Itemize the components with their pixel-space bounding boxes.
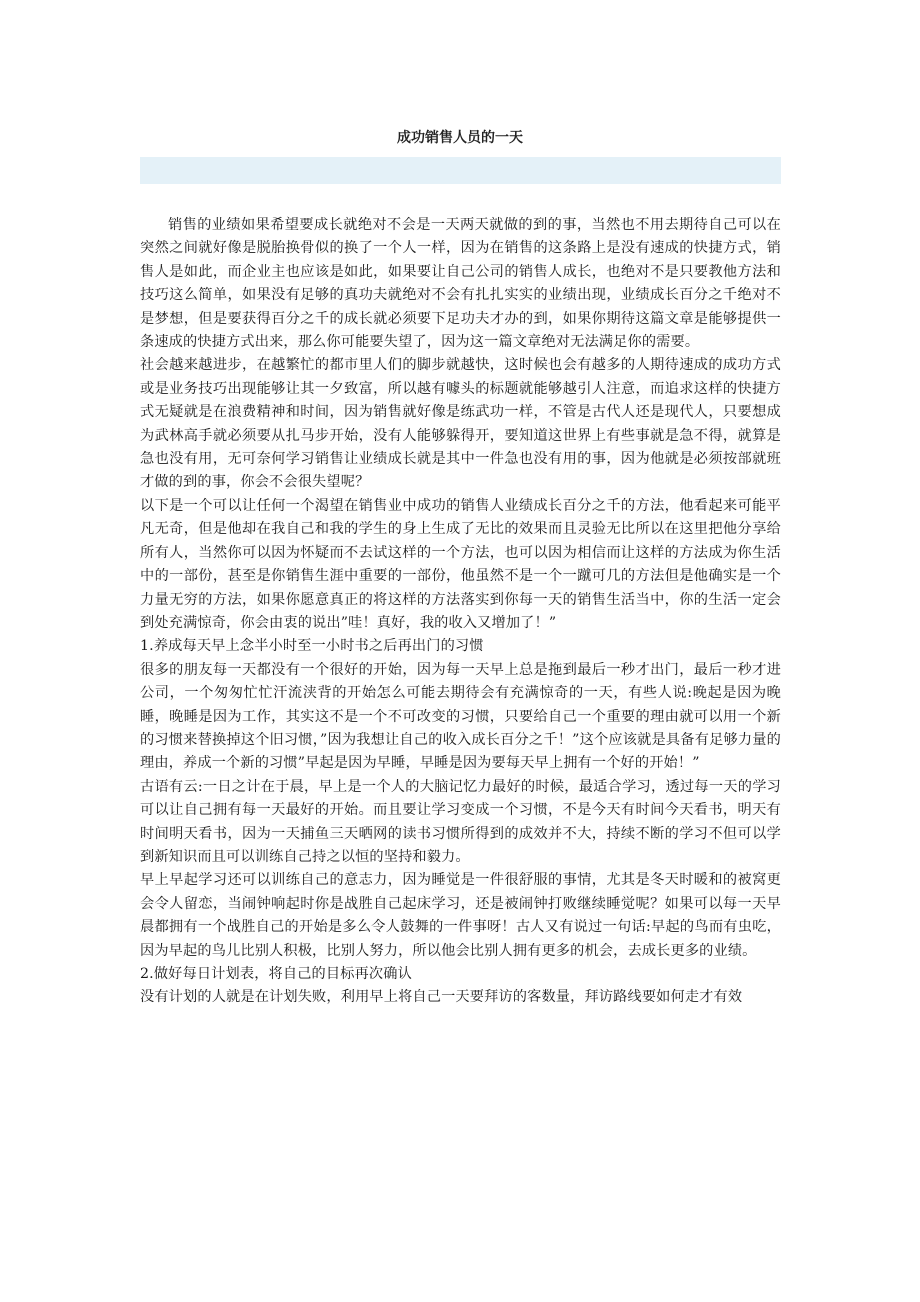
document-title: 成功销售人员的一天 bbox=[397, 130, 523, 146]
body-paragraph: 1.养成每天早上念半小时至一小时书之后再出门的习惯 bbox=[140, 638, 484, 655]
body-paragraph: 很多的朋友每一天都没有一个很好的开始，因为每一天早上总是拖到最后一秒才出门，最后一秒才进公司，一个匆匆忙忙汗流浃背的开始怎么可能去期待会有充满惊奇的一天，有些人说:晚起是因为晚睡，晚睡是因为工作，其实这不是一个不可改变的习惯，只要给自己一个重要的理由就可以用一个新的习惯来替换掉这个旧习惯，”因为我想让自己的收入成长百分之千！”这个应该就是具备有足够力量的理由，养成一个新的习惯”早起是因为早睡，早睡是因为要每天早上拥有一个好的开始！” bbox=[140, 661, 781, 772]
title-divider-band bbox=[140, 157, 781, 184]
body-paragraph: 古语有云:一日之计在于晨，早上是一个人的大脑记忆力最好的时候，最适合学习，透过每一天的学习可以让自己拥有每一天最好的开始。而且要让学习变成一个习惯，不是今天有时间今天看书，明天有时间明天看书，因为一天捕鱼三天晒网的读书习惯所得到的成效并不大，持续不断的学习不但可以学到新知识而且可以训练自己持之以恒的坚持和毅力。 bbox=[140, 778, 781, 865]
body-paragraph: 2.做好每日计划表，将自己的目标再次确认 bbox=[140, 966, 412, 982]
body-paragraph: 以下是一个可以让任何一个渴望在销售业中成功的销售人业绩成长百分之千的方法，他看起来可能平凡无奇，但是他却在我自己和我的学生的身上生成了无比的效果而且灵验无比所以在这里把他分享给所有人，当然你可以因为怀疑而不去试这样的一个方法，也可以因为相信而让这样的方法成为你生活中的一部份，甚至是你销售生涯中重要的一部份，他虽然不是一个一蹴可几的方法但是他确实是一个力量无穷的方法，如果你愿意真正的将这样的方法落实到你每一天的销售生活当中，你的生活一定会到处充满惊奇，你会由衷的说出”哇！真好，我的收入又增加了！” bbox=[140, 497, 781, 631]
body-paragraph: 社会越来越进步，在越繁忙的都市里人们的脚步就越快，这时候也会有越多的人期待速成的成功方式或是业务技巧出现能够让其一夕致富，所以越有噱头的标题就能够越引人注意，而追求这样的快捷方式无疑就是在浪费精神和时间，因为销售就好像是练武功一样，不管是古代人还是现代人，只要想成为武林高手就必须要从扎马步开始，没有人能够躲得开，要知道这世界上有些事就是急不得，就算是急也没有用，无可奈何学习销售让业绩成长就是其中一件急也没有用的事，因为他就是必须按部就班才做的到的事，你会不会很失望呢？ bbox=[140, 357, 781, 491]
body-paragraph: 没有计划的人就是在计划失败，利用早上将自己一天要拜访的客数量，拜访路线要如何走才有效 bbox=[140, 989, 743, 1006]
body-paragraph: 销售的业绩如果希望要成长就绝对不会是一天两天就做的到的事，当然也不用去期待自己可以在突然之间就好像是脱胎换骨似的换了一个人一样，因为在销售的这条路上是没有速成的快捷方式，销售人是如此，而企业主也应该是如此，如果要让自己公司的销售人成长，也绝对不是只要教他方法和技巧这么简单，如果没有足够的真功夫就绝对不会有扎扎实实的业绩出现，业绩成长百分之千绝对不是梦想，但是要获得百分之千的成长就必须要下足功夫才办的到，如果你期待这篇文章是能够提供一条速成的快捷方式出来，那么你可能要失望了，因为这一篇文章绝对无法满足你的需要。 bbox=[140, 217, 781, 351]
body-paragraph: 早上早起学习还可以训练自己的意志力，因为睡觉是一件很舒服的事情，尤其是冬天时暖和的被窝更会令人留恋，当闹钟响起时你是战胜自己起床学习，还是被闹钟打败继续睡觉呢？如果可以每一天早晨都拥有一个战胜自己的开始是多么令人鼓舞的一件事呀！古人又有说过一句话:早起的鸟而有虫吃，因为早起的鸟儿比别人积极，比别人努力，所以他会比别人拥有更多的机会，去成长更多的业绩。 bbox=[140, 872, 781, 959]
document-body bbox=[140, 214, 781, 1010]
